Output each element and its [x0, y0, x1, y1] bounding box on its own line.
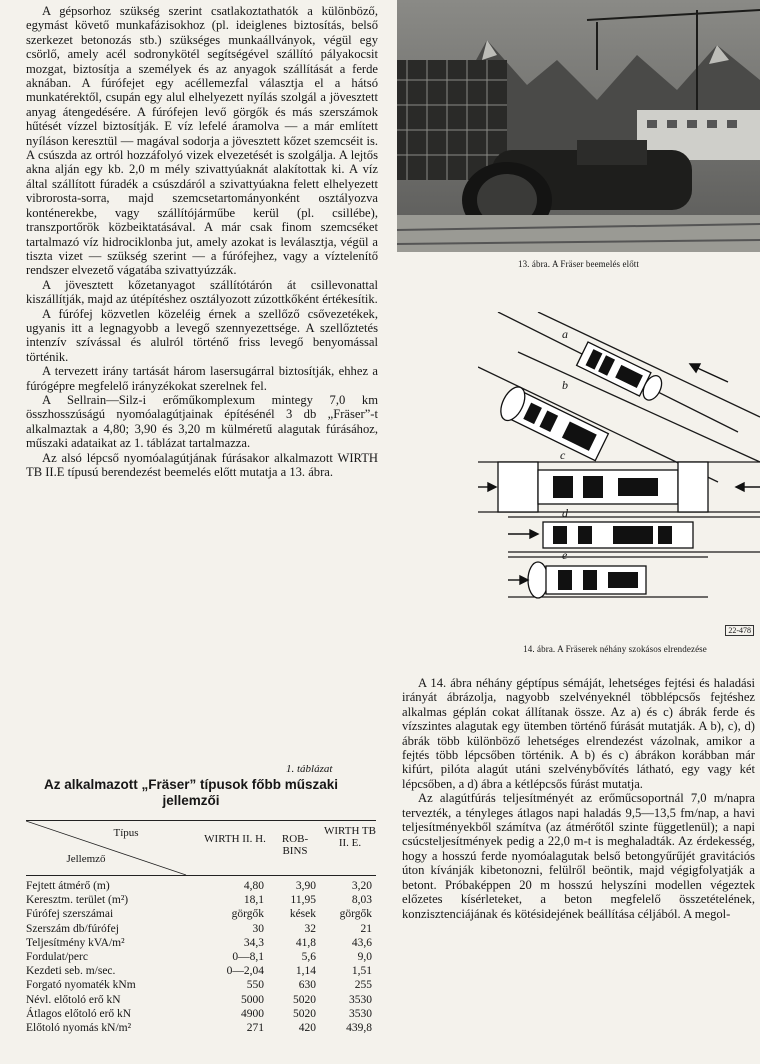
cell-value: 30 — [252, 922, 264, 935]
cell-value: 1,14 — [295, 965, 316, 978]
tbm-arrangement-schematic — [478, 312, 760, 634]
paragraph: Az alsó lépcső nyomóalagútjának fúrásakor alkalmazott WIRTH TB II.E típusú berendezést beemelés előtt mutatja a 13. ábra. — [26, 450, 378, 479]
row-label: Forgató nyomaték kNm — [26, 979, 136, 992]
cell-value: 5020 — [293, 1007, 316, 1020]
table-header — [26, 821, 376, 875]
table-row — [26, 979, 376, 993]
table-row — [26, 923, 376, 937]
spec-table — [26, 820, 376, 1036]
type-header: Típus — [113, 827, 139, 839]
cell-value: 41,8 — [295, 936, 316, 949]
table-row — [26, 937, 376, 951]
cell-value: 630 — [298, 979, 316, 992]
cell-value: 0—8,1 — [232, 950, 264, 963]
cell-value: 439,8 — [346, 1021, 372, 1034]
characteristic-header: Jellemző — [66, 853, 106, 865]
table-row — [26, 994, 376, 1008]
left-text-column — [26, 4, 378, 479]
figure-14-caption: 14. ábra. A Fräserek néhány szokásos elrendezése — [523, 644, 707, 654]
construction-site-photo — [397, 0, 760, 252]
figure-13-photo — [397, 0, 760, 252]
cell-value: 0—2,04 — [226, 965, 264, 978]
paragraph: A tervezett irány tartását három lasersugárral biztosítják, ehhez a fúrógépre megfelelő irányzékokat szerelnek fel. — [26, 364, 378, 393]
cell-value: 3,20 — [351, 880, 372, 892]
row-label: Fúrófej szerszámai — [26, 908, 114, 921]
cell-value: 18,1 — [243, 894, 264, 907]
paragraph: A gépsorhoz szükség szerint csatlakoztathatók a különböző, egymást követő munkafázisokhoz (pl. ideiglenes biztosítás, belső szerkezet betonozás stb.) szükséges munkaállványok, végül egy csörlő, amely acél sodronykötél segítségével szállító pályakocsit mozgat, biztosítja a személyek és az anyagok szállítását a ferde aknában. A fúrófejet egy acéllemezfal választja el a hátsó munkatérektől, csupán egy alul elhelyezett nyílás szolgál a jövesztett anyag átengedésére. A fúrófejen levő görgők és más szerszámok hűtését vízzel biztosítják. E víz lefelé áramolva — a már említett nyíláson keresztül — magával sodorja a jövesztett kőzet szemcséit is. A csúszda az ortról hozzáfolyó vizek elvezetését is szolgálja. A lejtős akna alján egy kb. 2,0 m mély szivattyúaknát alakítottak ki. A víz által szállított fúradék a csúszdáról a szivattyúakna felett elhelyezett vibrorosta-sorra, majd szemcsetartományonként osztályozva konténerekbe, vagy szállítójárműbe kerül (pl. csillébe), transzportőrök közbeiktatásával. A már csak finom szemcséket tartalmazó víz hidrociklonba jut, amely azokat is leválasztja, végül a tiszta vizet — szükség szerint — a fúrófejhez, vagy a víztelenítő rendszer elvezető vágatába szivattyúzzák. — [26, 4, 378, 278]
table-row — [26, 951, 376, 965]
row-label: Fejtett átmérő (m) — [26, 880, 110, 892]
cell-value: 3530 — [349, 993, 372, 1006]
cell-value: 5,6 — [301, 950, 316, 963]
table-row — [26, 1022, 376, 1036]
table-body — [26, 880, 376, 1036]
label-e: e — [562, 548, 568, 562]
row-label: Keresztm. terület (m²) — [26, 894, 129, 907]
cell-value: 1,51 — [351, 965, 372, 978]
cell-value: 11,95 — [290, 894, 316, 907]
paragraph: A Sellrain—Silz-i erőműkomplexum mintegy 7,0 km összhosszúságú nyomóalagútjainak építésénél 3 db „Fräser”-t alkalmaztak a 4,80; 3,90 és 3,20 m külméretű alagutak fúrásához, műszaki adataikat az 1. táblázat tartalmazza. — [26, 392, 378, 451]
row-label: Névl. előtoló erő kN — [26, 993, 121, 1006]
cell-value: 43,6 — [351, 936, 372, 949]
table-number: 1. táblázat — [286, 763, 333, 775]
table-row — [26, 908, 376, 922]
cell-value: 9,0 — [357, 950, 372, 963]
table-title: Az alkalmazott „Fräser” típusok főbb műszaki jellemzői — [43, 777, 339, 808]
cell-value: 5000 — [241, 993, 264, 1006]
row-label: Szerszám db/fúrófej — [26, 922, 119, 935]
col-header-wirth-tb: WIRTH TB II. E. — [324, 825, 376, 849]
row-label: Előtoló nyomás kN/m² — [26, 1021, 132, 1034]
cell-value: 420 — [298, 1021, 316, 1034]
table-row — [26, 965, 376, 979]
col-header-robbins: ROB-BINS — [281, 833, 309, 857]
paragraph: A 14. ábra néhány géptípus sémáját, lehetséges fejtési és haladási irányát ábrázolja, nagyobb szelvényeknél többlépcsős fejtéshez alkalmas géplán cokat állítanak össze. Az a) és c) ábrák ferde és vízszintes alagutak egy ütemben történő fúrását mutatják. A b), c), d) ábrák több különböző lehetséges elrendezést vázolnak, amikor a fejtés több lépcsőben történik. A b) és c) ábrákon korábban már kifúrt, pilóta alagút utáni szelvénybővítés látható, egy vagy két lépcsőben, a d) ábra a kétlépcsős fúrást mutatja. — [402, 676, 755, 791]
figure-stamp: 22-478 — [725, 625, 754, 636]
cell-value: 3,90 — [295, 880, 316, 892]
paragraph: Az alagútfúrás teljesítményét az erőműcsoportnál 7,0 m/napra tervezték, a tényleges átlagos napi haladás 9,5—13,5 fm/nap, a havi teljesítményekből számítva (az átmérőtől szinte függetlenül); a napi csúcsteljesítmények pedig a 22,0 m-t is meghaladták. Az érdekesség, hogy a hosszú ferde nyomóalagutak belső betongyűrűjét gravitációs úton kívánják kibetonozni, felülről beöntik, majd végigfolyatják a betont. Próbaképpen 20 m hosszú helyszíni modellen végeztek előzetes kísérleteket, a beton megfelelő összetételének, konzisztenciájának és kötésidejének beállítása céljából. A megol- — [402, 791, 755, 921]
label-d: d — [562, 506, 568, 520]
cell-value: 3530 — [349, 1007, 372, 1020]
table-row — [26, 880, 376, 894]
figure-14-diagram — [478, 312, 760, 634]
col-header-wirth-iih: WIRTH II. H. — [204, 833, 266, 845]
cell-value: 550 — [246, 979, 264, 992]
cell-value: 4,80 — [243, 880, 264, 892]
paragraph: A fúrófej közvetlen közeléig érnek a szellőző csővezetékek, ugyanis itt a legnagyobb a levegő szennyezettsége. A szellőztetés intenzív szívással és alulról történő friss levegő benyomással történik. — [26, 306, 378, 364]
cell-value: 21 — [360, 922, 372, 935]
label-a: a — [562, 327, 568, 341]
row-label: Fordulat/perc — [26, 950, 88, 963]
row-label: Kezdeti seb. m/sec. — [26, 965, 116, 978]
table-row — [26, 1008, 376, 1022]
row-label: Átlagos előtoló erő kN — [26, 1007, 132, 1020]
cell-value: 34,3 — [243, 936, 264, 949]
cell-value: kések — [289, 908, 316, 921]
cell-value: 271 — [246, 1021, 264, 1034]
paragraph: A jövesztett kőzetanyagot szállítótárón át csillevonattal kiszállítják, majd az útépítéshez osztályozott zúzottkőként értékesítik. — [26, 277, 378, 307]
right-text-column — [402, 676, 755, 921]
figure-13-caption: 13. ábra. A Fräser beemelés előtt — [517, 259, 639, 269]
cell-value: 4900 — [241, 1007, 264, 1020]
cell-value: 8,03 — [351, 894, 372, 907]
cell-value: görgők — [339, 908, 372, 921]
table-row — [26, 894, 376, 908]
cell-value: 255 — [354, 979, 372, 992]
table-header-rule — [26, 875, 376, 876]
row-label: Teljesítmény kVA/m² — [26, 936, 125, 949]
cell-value: görgők — [231, 908, 264, 921]
label-c: c — [560, 448, 566, 462]
label-b: b — [562, 378, 568, 392]
cell-value: 5020 — [293, 993, 316, 1006]
cell-value: 32 — [304, 922, 316, 935]
